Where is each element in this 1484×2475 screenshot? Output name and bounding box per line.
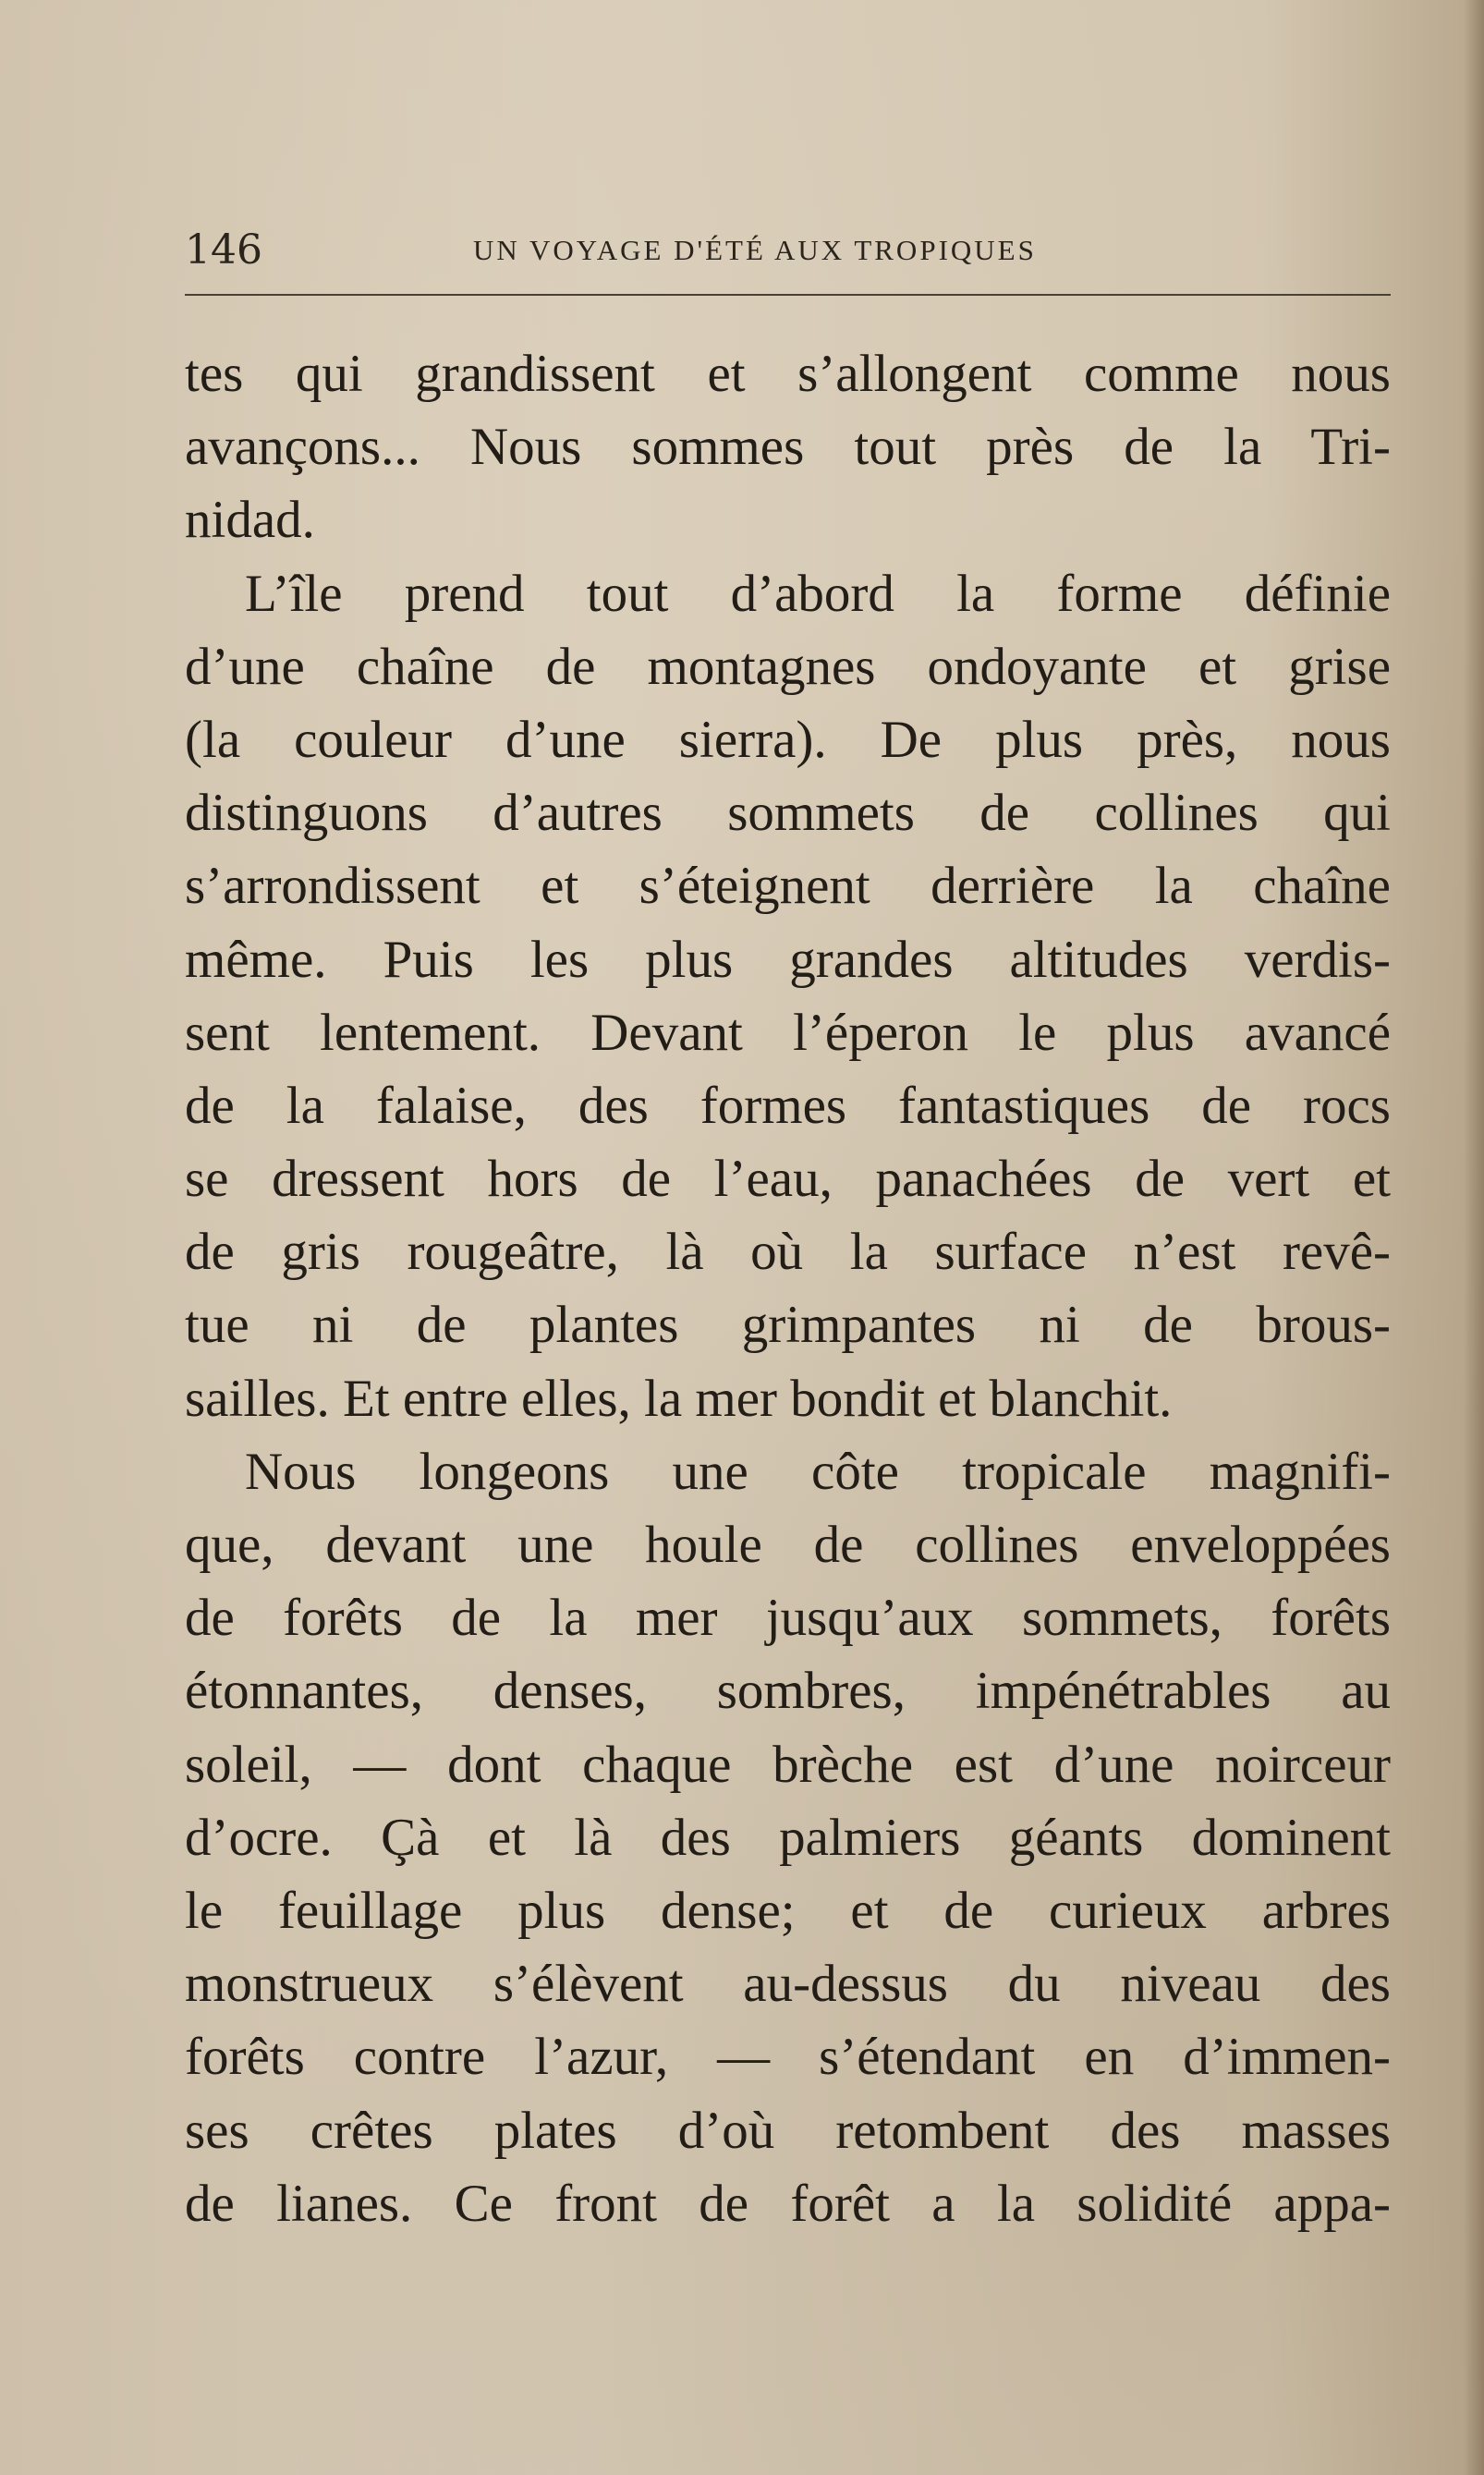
text-line: se dressent hors de l’eau, panachées de vert et (185, 1150, 1391, 1209)
text-line: de forêts de la mer jusqu’aux sommets, forêts (185, 1589, 1391, 1648)
text-line: distinguons d’autres sommets de collines qui (185, 784, 1391, 843)
running-title: UN VOYAGE D'ÉTÉ AUX TROPIQUES (473, 234, 1037, 266)
text-line: nidad. (185, 491, 315, 550)
page-number: 146 (185, 226, 262, 274)
text-line: sailles. Et entre elles, la mer bondit et blanchit. (185, 1369, 1173, 1428)
text-line: de lianes. Ce front de forêt a la solidité appa- (185, 2174, 1391, 2233)
paragraph-start-line: L’île prend tout d’abord la forme définie (245, 564, 1391, 623)
text-line: le feuillage plus dense; et de curieux arbres (185, 1881, 1391, 1940)
text-line: tue ni de plantes grimpantes ni de brous- (185, 1296, 1391, 1355)
paragraph-start-line: Nous longeons une côte tropicale magnifi- (245, 1442, 1391, 1501)
text-line: avançons... Nous sommes tout près de la Tri- (185, 418, 1391, 477)
text-line: sent lentement. Devant l’éperon le plus avancé (185, 1003, 1391, 1062)
text-line: d’une chaîne de montagnes ondoyante et grise (185, 637, 1391, 696)
text-line: forêts contre l’azur, — s’étendant en d’immen- (185, 2028, 1391, 2087)
page-edge-shadow (1464, 0, 1484, 2475)
text-line: que, devant une houle de collines enveloppées (185, 1516, 1391, 1574)
text-line: même. Puis les plus grandes altitudes verdis- (185, 930, 1391, 989)
text-line: de gris rougeâtre, là où la surface n’est revê- (185, 1223, 1391, 1282)
text-line: d’ocre. Çà et là des palmiers géants dominent (185, 1808, 1391, 1867)
text-line: de la falaise, des formes fantastiques de rocs (185, 1076, 1391, 1135)
text-line: soleil, — dont chaque brèche est d’une noirceur (185, 1735, 1391, 1794)
text-line: ses crêtes plates d’où retombent des masses (185, 2101, 1391, 2160)
body-text (185, 337, 1391, 2240)
page-header (185, 226, 1391, 282)
text-line: tes qui grandissent et s’allongent comme nous (185, 345, 1391, 403)
text-line: étonnantes, denses, sombres, impénétrables au (185, 1662, 1391, 1721)
header-rule (185, 294, 1391, 296)
text-line: (la couleur d’une sierra). De plus près, nous (185, 710, 1391, 769)
text-line: monstrueux s’élèvent au-dessus du niveau des (185, 1955, 1391, 2014)
text-line: s’arrondissent et s’éteignent derrière la chaîne (185, 857, 1391, 916)
